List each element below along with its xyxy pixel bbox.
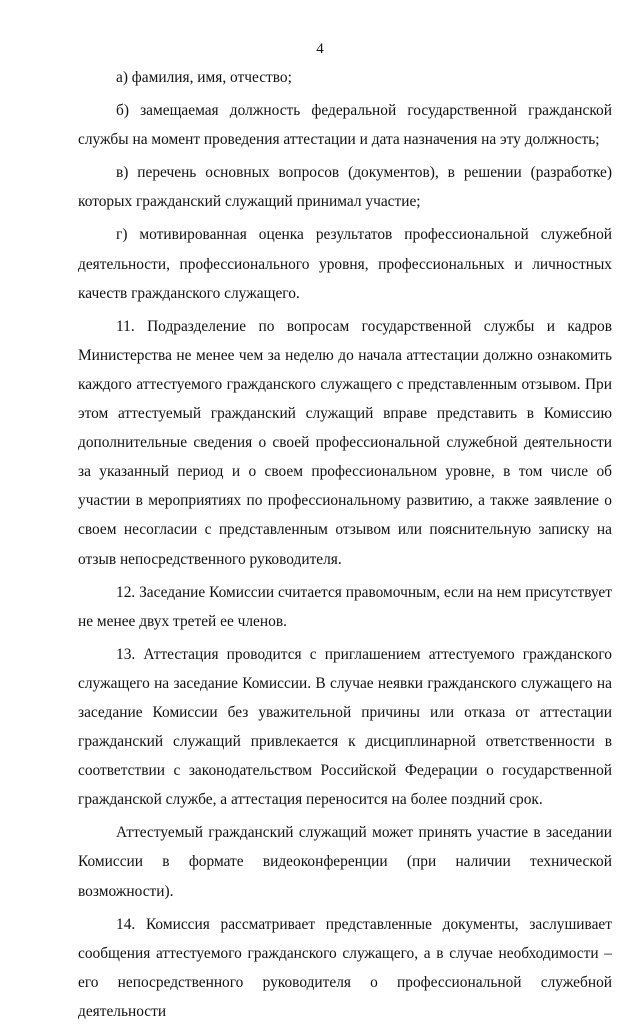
document-body <box>78 63 612 1026</box>
clause-13: 13. Аттестация проводится с приглашением аттестуемого гражданского служащего на заседание Комиссии. В случае неявки гражданского служащего на заседание Комиссии без уважительной причины или отказа от аттестации гражданский служащий привлекается к дисциплинарной ответственности в соответствии с законодательством Российской Федерации о государственной гражданской службе, а аттестация переносится на более поздний срок. <box>78 645 612 809</box>
clause-13-continuation: Аттестуемый гражданский служащий может принять участие в заседании Комиссии в формате видеоконференции (при наличии технической возможности). <box>78 824 612 900</box>
clause-12: 12. Заседание Комиссии считается правомочным, если на нем присутствует не менее двух третей ее членов. <box>78 583 612 630</box>
list-item-b: б) замещаемая должность федеральной государственной гражданской службы на момент проведения аттестации и дата назначения на эту должность; <box>78 102 612 149</box>
clause-14: 14. Комиссия рассматривает представленные документы, заслушивает сообщения аттестуемого гражданского служащего, а в случае необходимости – его непосредственного руководителя о профессиональной служебной деятельности <box>78 915 612 1020</box>
page-number: 4 <box>316 41 324 57</box>
list-item-d: г) мотивированная оценка результатов профессиональной служебной деятельности, профессионального уровня, профессиональных и личностных качеств гражданского служащего. <box>78 226 612 302</box>
list-item-c: в) перечень основных вопросов (документов), в решении (разработке) которых гражданский служащий принимал участие; <box>78 164 612 211</box>
clause-11: 11. Подразделение по вопросам государственной службы и кадров Министерства не менее чем за неделю до начала аттестации должно ознакомить каждого аттестуемого гражданского служащего с представленным отзывом. При этом аттестуемый гражданский служащий вправе представить в Комиссию дополнительные сведения о своей профессиональной служебной деятельности за указанный период и о своем профессиональном уровне, в том числе об участии в мероприятиях по профессиональному развитию, а также заявление о своем несогласии с представленным отзывом или пояснительную записку на отзыв непосредственного руководителя. <box>78 317 612 568</box>
list-item-a: а) фамилия, имя, отчество; <box>116 69 292 86</box>
